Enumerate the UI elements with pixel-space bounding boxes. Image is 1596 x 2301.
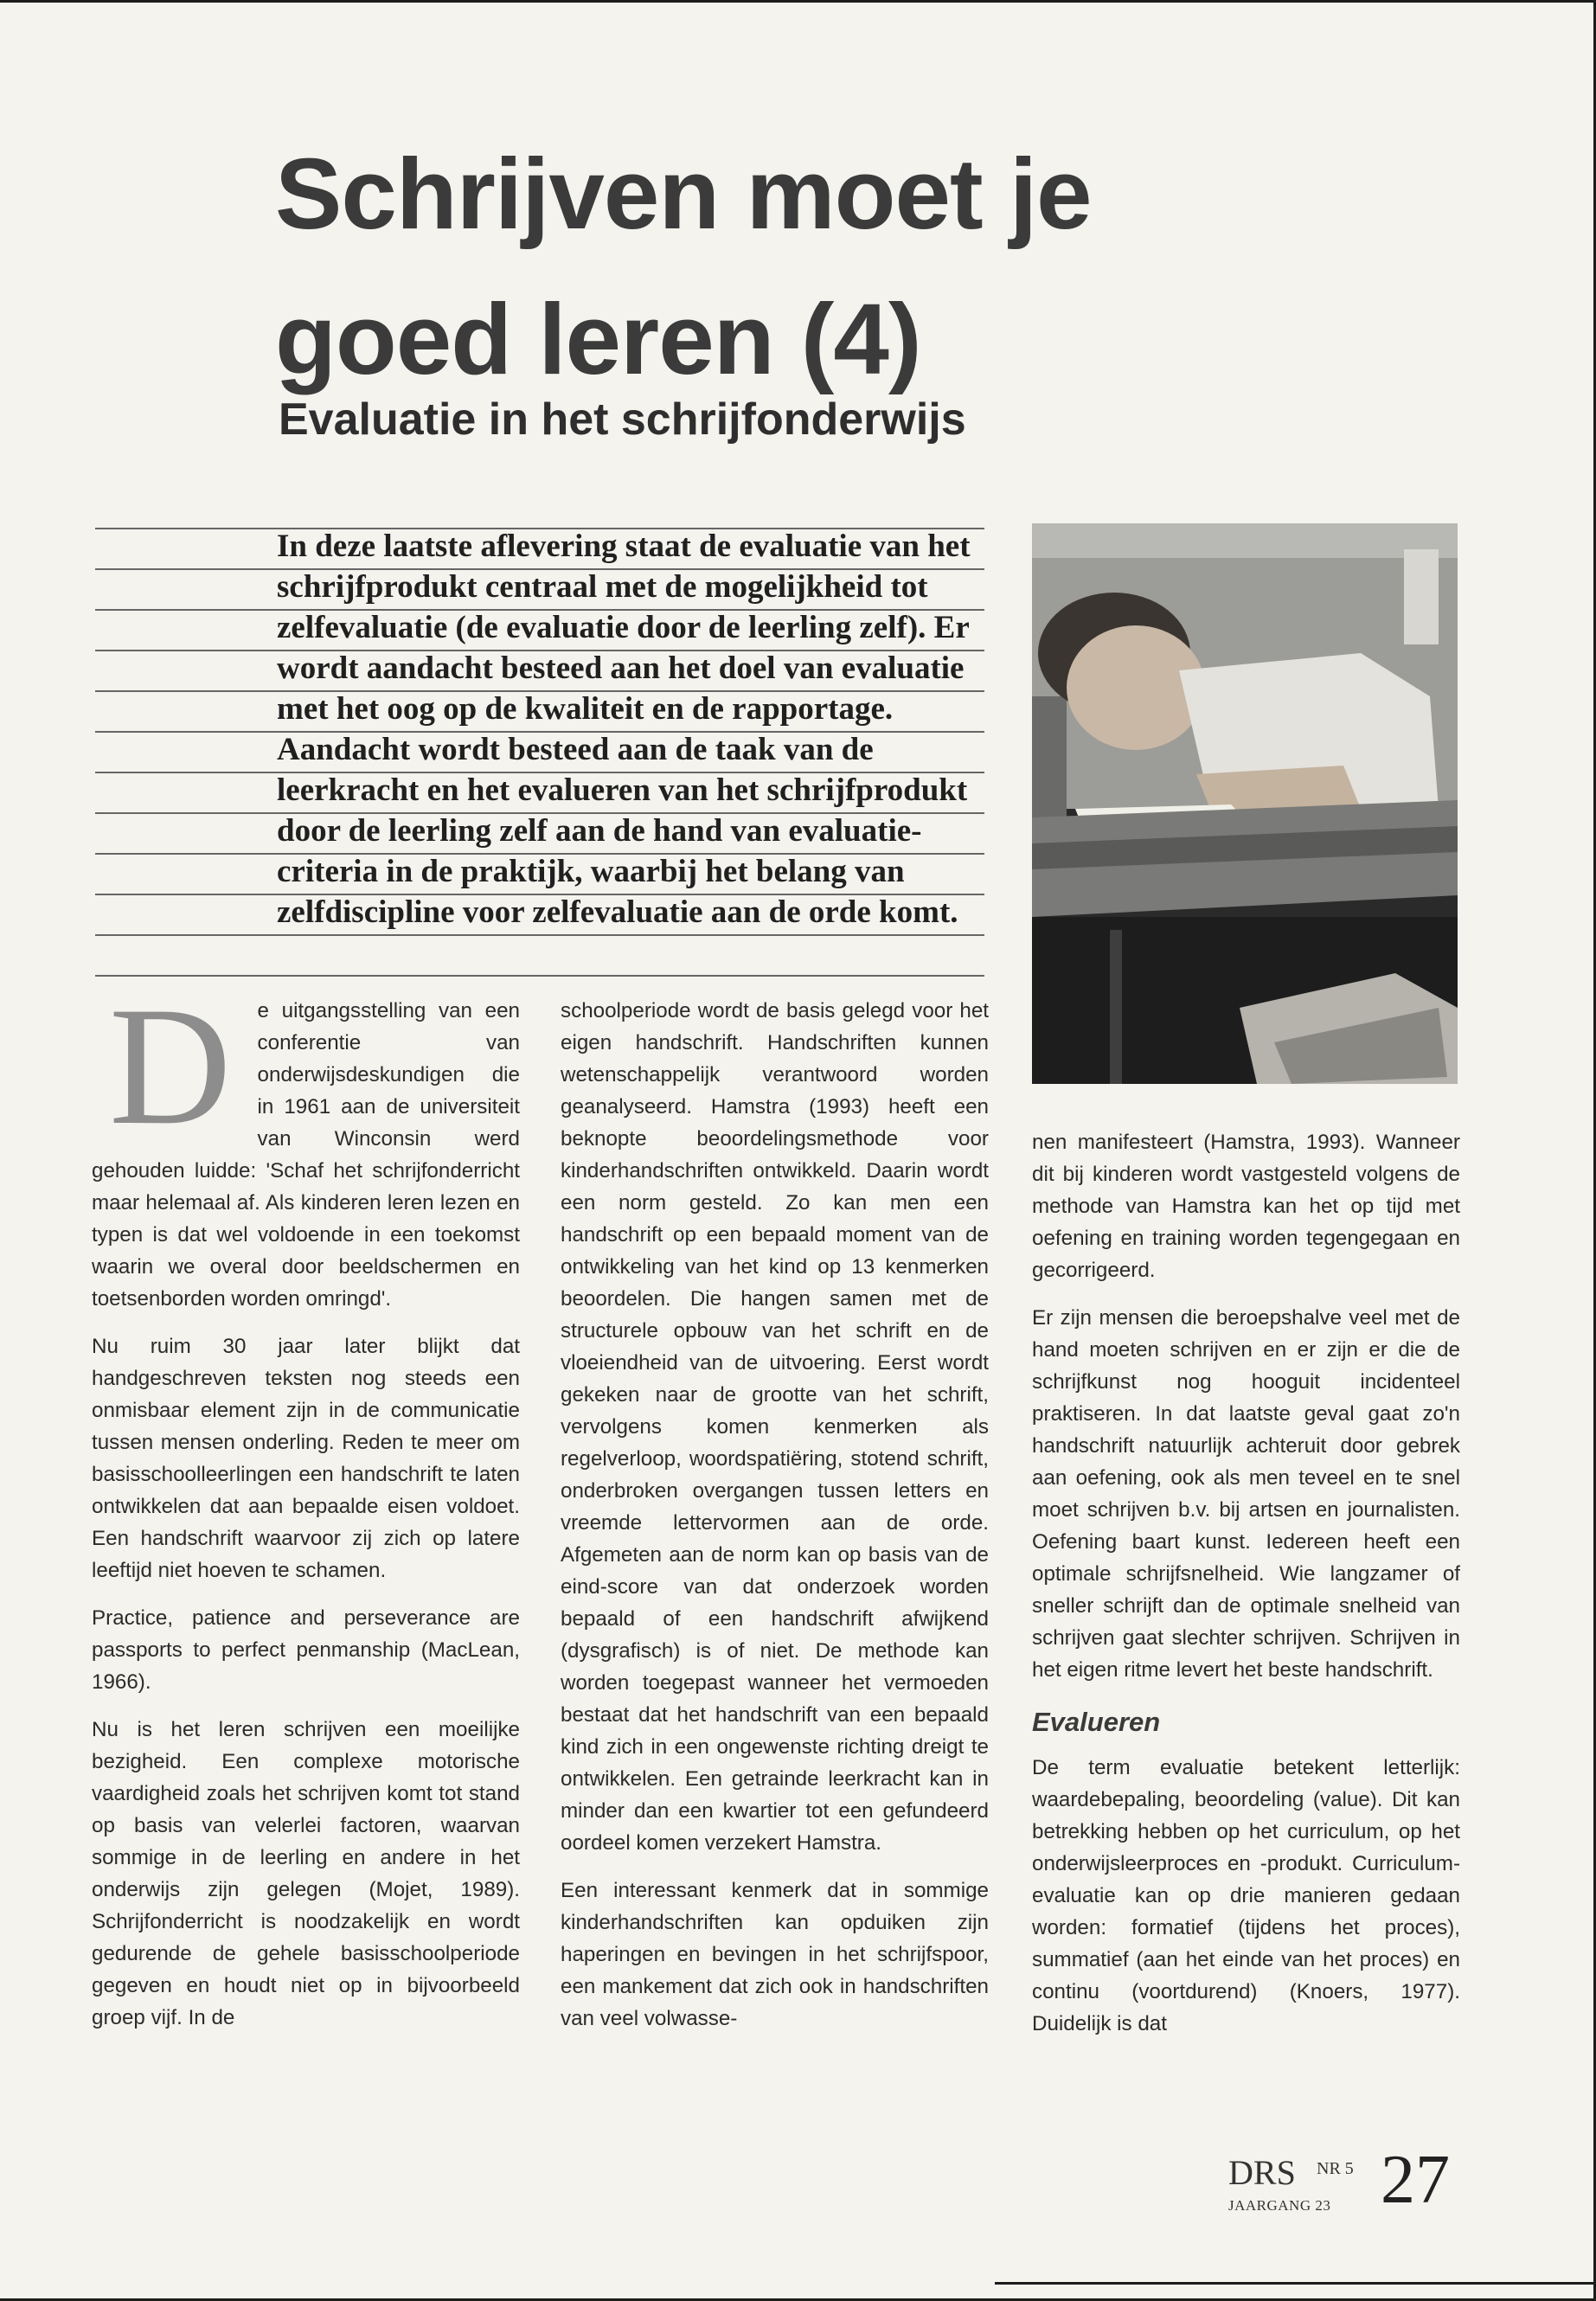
section-heading-evalueren: Evalueren: [1032, 1707, 1161, 1737]
paragraph-text: e uitgangsstelling van een conferentie van onderwijsdeskundigen die in 1961 aan de universiteit van Winconsin werd gehouden luidde: 'Schaf het schrijfonderricht maar helemaal af. Als kinderen leren lezen en typen is dat wel voldoende in een toekomst waarin we overal door beeldschermen en toetsenborden worden omringd'.: [92, 999, 520, 1311]
paragraph: Een interessant kenmerk dat in sommige kinderhandschriften kan opduiken zijn haperingen en bevingen in het schrijfspoor, een mankement dat zich ook in handschriften van veel volwasse-: [561, 1879, 989, 2030]
intro-rule: [95, 934, 984, 936]
page-number: 27: [1381, 2142, 1450, 2218]
photo-illustration: [1032, 523, 1458, 1084]
intro-lead-paragraph: In deze laatste aflevering staat de evaluatie van het schrijfprodukt centraal met de mogelijkheid tot zelfevaluatie (de evaluatie door de leerling zelf). Er wordt aandacht besteed aan het doel van evaluatie met het oog op de kwaliteit en de rapportage. Aandacht wordt besteed aan de taak van de leerkracht en het evalueren van het schrijfprodukt door de leerling zelf aan de hand van evaluatie-criteria in de praktijk, waarbij het belang van zelfdiscipline voor zelfevaluatie aan de orde komt.: [277, 529, 971, 930]
body-column-1: [92, 972, 520, 2049]
article-subtitle: Evaluatie in het schrijfonderwijs: [279, 394, 966, 445]
issue-number: NR 5: [1317, 2159, 1354, 2178]
paragraph: schoolperiode wordt de basis gelegd voor het eigen handschrift. Handschriften kunnen wetenschappelijk verantwoord worden geanalyseerd. Hamstra (1993) heeft een beknopte beoordelingsmethode voor kinderhandschriften ontwikkeld. Daarin wordt een norm gesteld. Zo kan men een handschrift op een bepaald moment van de ontwikkeling van het kind op 13 kenmerken beoordelen. Die hangen samen met de structurele opbouw van het schrift en de vloeiendheid van de uitvoering. Eerst wordt gekeken naar de grootte van het schrift, vervolgens komen kenmerken als regelverloop, woordspatiëring, stotend schrift, onderbroken overgangen tussen letters en vreemde lettervormen aan de orde. Afgemeten aan de norm kan op basis van de eind-score van dat onderzoek worden bepaald of een handschrift afwijkend (dysgrafisch) is of niet. De methode kan worden toegepast wanneer het vermoeden bestaat dat het handschrift van een bepaald kind zich in een ongewenste richting dreigt te ontwikkelen. Een getrainde leerkracht kan in minder dan een kwartier tot een gefundeerd oordeel komen verzekert Hamstra.: [561, 999, 989, 1855]
paragraph: Nu ruim 30 jaar later blijkt dat handgeschreven teksten nog steeds een onmisbaar element zijn in de communicatie tussen mensen onderling. Reden te meer om basisschoolleerlingen een handschrift te laten ontwikkelen dat aan bepaalde eisen voldoet. Een handschrift waarvoor zij zich op latere leeftijd niet hoeven te schamen.: [92, 1335, 520, 1582]
photo-boy-writing: [1032, 523, 1458, 1084]
body-column-2: [561, 995, 989, 2050]
quote-paragraph: Practice, patience and perseverance are passports to perfect penmanship (MacLean, 1966).: [92, 1606, 520, 1694]
paragraph: nen manifesteert (Hamstra, 1993). Wanneer dit bij kinderen wordt vastgesteld volgens de methode van Hamstra kan het op tijd met oefening en training worden tegengegaan en gecorrigeerd.: [1032, 1131, 1460, 1282]
paragraph: [92, 972, 520, 1315]
body-column-3: [1032, 1126, 1460, 2055]
volume-label: JAARGANG 23: [1228, 2197, 1331, 2214]
page-footer: [1228, 2142, 1471, 2230]
drop-cap: D: [109, 972, 232, 1160]
paragraph: Er zijn mensen die beroepshalve veel met de hand moeten schrijven en er zijn er die de schrijfkunst nog hooguit incidenteel praktiseren. In dat laatste geval gaat zo'n handschrift natuurlijk achteruit door gebrek aan oefening, ook als men teveel en te snel moet schrijven b.v. bij artsen en journalisten. Oefening baart kunst. Iedereen heeft een optimale schrijfsnelheid. Wie langzamer of sneller schrijft dan de optimale snelheid van schrijven gaat slechter schrijven. Schrijven in het eigen ritme levert het beste handschrift.: [1032, 1306, 1460, 1682]
paragraph: Nu is het leren schrijven een moeilijke bezigheid. Een complexe motorische vaardigheid zoals het schrijven komt tot stand op basis van velerlei factoren, waarvan sommige in de leerling en andere in het onderwijs zijn gelegen (Mojet, 1989). Schrijfonderricht is noodzakelijk en wordt gedurende de gehele basisschoolperiode gegeven en houdt niet op in bijvoorbeeld groep vijf. In de: [92, 1718, 520, 2029]
paragraph: De term evaluatie betekent letterlijk: waardebepaling, beoordeling (value). Dit kan betrekking hebben op het curriculum, op het onderwijsleerproces en -produkt. Curriculum-evaluatie kan op drie manieren gedaan worden: formatief (tijdens het proces), summatief (aan het einde van het proces) en continu (voortdurend) (Knoers, 1977). Duidelijk is dat: [1032, 1756, 1460, 2035]
article-title: Schrijven moet je goed leren (4): [275, 138, 1092, 395]
magazine-brand: DRS: [1228, 2153, 1296, 2192]
bottom-rule: [995, 2282, 1596, 2285]
